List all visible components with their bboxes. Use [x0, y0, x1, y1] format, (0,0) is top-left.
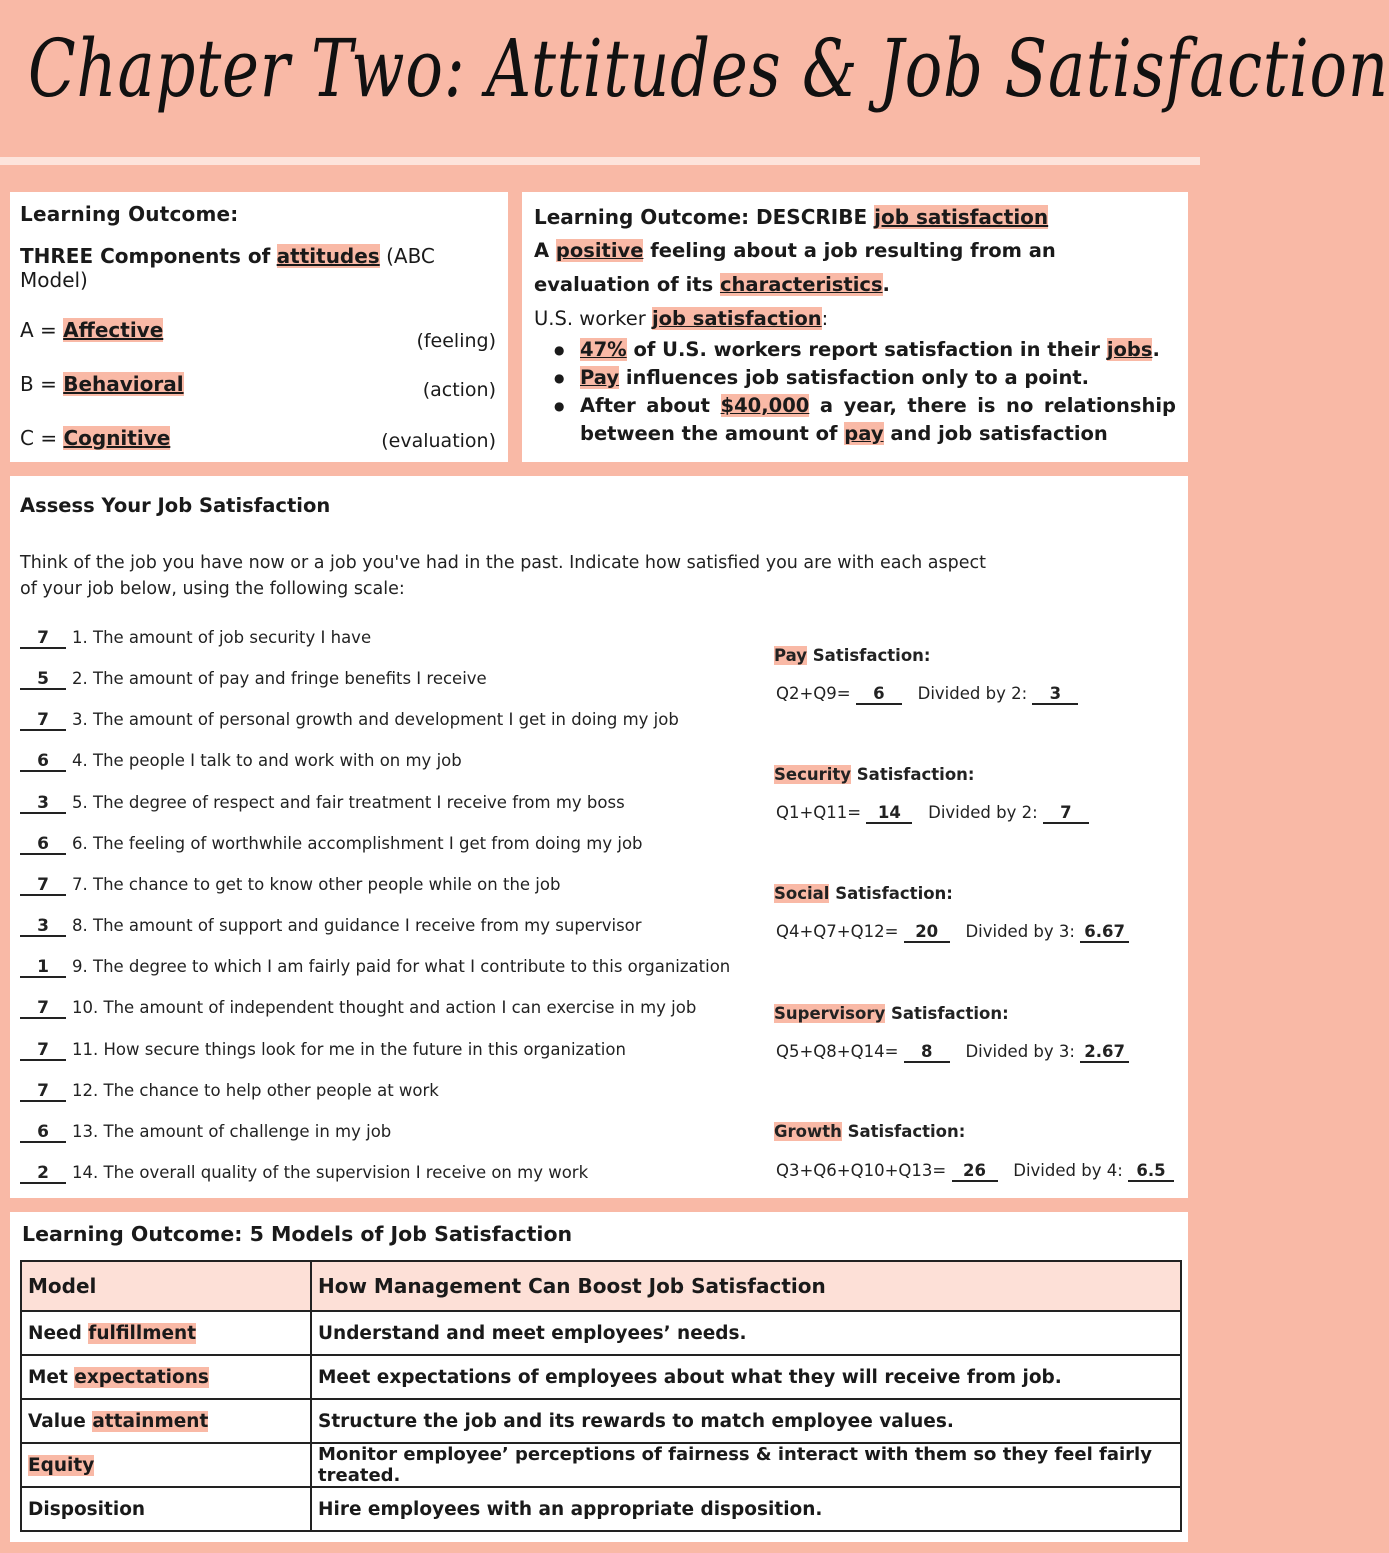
model-desc: Monitor employee’ perceptions of fairness & interact with them so they feel fairly treated. [311, 1443, 1181, 1487]
survey-item [20, 998, 696, 1019]
survey-item-text: 5. The degree of respect and fair treatment I receive from my boss [72, 793, 625, 812]
models-table [20, 1260, 1182, 1532]
security-score-heading [774, 765, 975, 784]
model-name: Value [28, 1410, 86, 1432]
score-result[interactable]: 6.67 [1080, 923, 1129, 943]
security-score-line [776, 803, 1089, 824]
growth-score-line [776, 1161, 1174, 1182]
social-score-line [776, 922, 1129, 943]
score-blank[interactable]: 3 [20, 917, 66, 937]
js-bullet-text: of U.S. workers report satisfaction in their [633, 338, 1101, 361]
survey-item-text: 3. The amount of personal growth and development I get in doing my job [72, 710, 679, 729]
assess-intro: Think of the job you have now or a job you've had in the past. Indicate how satisfied you are with each aspect of your job below, using the following scale: [20, 553, 986, 599]
abc-letter: B = [20, 372, 57, 396]
abc-row-c [20, 426, 170, 450]
survey-item [20, 628, 371, 649]
score-formula: Q4+Q7+Q12= [776, 922, 899, 941]
js-heading-pre: Learning Outcome: DESCRIBE [534, 205, 868, 229]
model-desc: Structure the job and its rewards to match employee values. [311, 1399, 1181, 1443]
assess-title: Assess Your Job Satisfaction [20, 494, 331, 517]
score-label: Satisfaction: [890, 1004, 1009, 1023]
score-formula: Q1+Q11= [776, 803, 862, 822]
score-divide: Divided by 3: [965, 1042, 1075, 1061]
survey-item-text: 8. The amount of support and guidance I receive from my supervisor [72, 916, 642, 935]
table-row [21, 1311, 1181, 1355]
abc-paren: (feeling) [416, 330, 496, 352]
js-bullet-text: . [1152, 338, 1160, 361]
score-formula: Q3+Q6+Q10+Q13= [776, 1161, 947, 1180]
score-blank[interactable]: 2 [20, 1164, 66, 1184]
table-header-model: Model [21, 1261, 311, 1311]
table-row [21, 1355, 1181, 1399]
js-bullet-hl: $40,000 [720, 394, 810, 417]
model-desc: Meet expectations of employees about what they will receive from job. [311, 1355, 1181, 1399]
score-blank[interactable]: 6 [20, 752, 66, 772]
score-divide: Divided by 2: [928, 803, 1038, 822]
score-name: Security [774, 765, 852, 784]
score-result[interactable]: 2.67 [1080, 1043, 1129, 1063]
score-result[interactable]: 6.5 [1128, 1162, 1174, 1182]
js-def-text: feeling about a job resulting from an evaluation of its [534, 239, 1056, 296]
abc-subheading-hl: attitudes [276, 244, 380, 268]
score-label: Satisfaction: [835, 884, 953, 903]
score-blank[interactable]: 1 [20, 958, 66, 978]
model-name: Disposition [28, 1498, 146, 1520]
js-bullet-hl: 47% [580, 338, 627, 361]
survey-item [20, 1163, 588, 1184]
table-row [21, 1399, 1181, 1443]
js-def-hl: characteristics [719, 273, 883, 296]
model-name-hl: fulfillment [88, 1322, 197, 1344]
table-row [21, 1443, 1181, 1487]
survey-item-text: 12. The chance to help other people at work [72, 1081, 439, 1100]
abc-term: Behavioral [63, 372, 184, 396]
models-title: Learning Outcome: 5 Models of Job Satisfaction [22, 1222, 573, 1246]
js-heading-hl: job satisfaction [874, 205, 1049, 229]
model-cell [21, 1311, 311, 1355]
score-sum[interactable]: 14 [866, 804, 912, 824]
abc-row-a [20, 318, 163, 342]
job-satisfaction-panel [522, 192, 1188, 462]
survey-item [20, 1081, 439, 1102]
js-bullet [554, 364, 1176, 392]
js-bullet-hl: pay [844, 422, 884, 445]
abc-paren: (action) [422, 379, 496, 401]
score-divide: Divided by 2: [917, 684, 1028, 703]
abc-paren: (evaluation) [381, 430, 496, 452]
js-bullet-text: influences job satisfaction only to a point. [625, 366, 1090, 389]
js-def-hl: positive [555, 239, 644, 262]
score-name: Growth [774, 1122, 842, 1141]
js-bullet [554, 392, 1176, 448]
growth-score-heading [774, 1122, 965, 1141]
survey-item-text: 2. The amount of pay and fringe benefits I receive [72, 669, 487, 688]
js-definition [534, 234, 1176, 302]
models-panel [10, 1212, 1188, 1542]
social-score-heading [774, 884, 953, 903]
score-name: Social [774, 884, 830, 903]
js-bullets [554, 336, 1176, 448]
model-name: Met [28, 1366, 68, 1388]
model-cell [21, 1443, 311, 1487]
abc-model-panel [10, 192, 508, 462]
score-divide: Divided by 3: [965, 922, 1075, 941]
survey-item [20, 916, 642, 937]
score-sum[interactable]: 6 [856, 685, 902, 705]
js-bullet [554, 336, 1176, 364]
survey-item [20, 751, 462, 772]
js-def-text: A [534, 239, 550, 262]
survey-item-text: 9. The degree to which I am fairly paid for what I contribute to this organization [72, 957, 731, 976]
survey-item-text: 11. How secure things look for me in the future in this organization [72, 1040, 626, 1059]
score-blank[interactable]: 7 [20, 1041, 66, 1061]
model-cell [21, 1355, 311, 1399]
js-us-hl: job satisfaction [651, 307, 822, 330]
model-name: Need [28, 1322, 82, 1344]
survey-item [20, 875, 560, 896]
abc-letter: C = [20, 426, 58, 450]
assess-panel [10, 476, 1188, 1198]
js-us-post: : [821, 307, 829, 330]
survey-item-text: 4. The people I talk to and work with on my job [72, 751, 462, 770]
survey-item-text: 10. The amount of independent thought and action I can exercise in my job [72, 998, 697, 1017]
score-blank[interactable]: 6 [20, 1123, 66, 1143]
supervisory-score-line [776, 1042, 1129, 1063]
page-title: Chapter Two: Attitudes & Job Satisfaction [28, 22, 1389, 115]
abc-term: Cognitive [63, 426, 171, 450]
score-blank[interactable]: 7 [20, 711, 66, 731]
abc-letter: A = [20, 318, 57, 342]
js-def-text: . [882, 273, 890, 296]
js-bullet-text: and job satisfaction [890, 422, 1108, 445]
js-bullet-hl: Pay [580, 366, 620, 389]
survey-item-text: 7. The chance to get to know other people while on the job [72, 875, 561, 894]
score-blank[interactable]: 3 [20, 794, 66, 814]
model-cell [21, 1399, 311, 1443]
score-divide: Divided by 4: [1013, 1161, 1123, 1180]
survey-item-text: 13. The amount of challenge in my job [72, 1122, 392, 1141]
table-header-row [21, 1261, 1181, 1311]
model-name-hl: Equity [28, 1454, 95, 1476]
score-blank[interactable]: 5 [20, 670, 66, 690]
survey-item [20, 710, 679, 731]
abc-subheading [20, 244, 508, 292]
js-us-pre: U.S. worker [534, 307, 646, 330]
survey-item-text: 14. The overall quality of the supervision I receive on my work [72, 1163, 589, 1182]
model-desc: Hire employees with an appropriate disposition. [311, 1487, 1181, 1531]
js-bullet-hl: jobs [1106, 338, 1153, 361]
js-heading [534, 200, 1176, 234]
model-name-hl: expectations [74, 1366, 209, 1388]
supervisory-score-heading [774, 1004, 1009, 1023]
abc-subheading-pre: THREE Components of [20, 244, 271, 268]
survey-item [20, 1122, 391, 1143]
score-blank[interactable]: 7 [20, 1082, 66, 1102]
model-name-hl: attainment [92, 1410, 209, 1432]
model-cell [21, 1487, 311, 1531]
survey-item [20, 1040, 626, 1061]
score-label: Satisfaction: [856, 765, 975, 784]
score-blank[interactable]: 7 [20, 629, 66, 649]
score-formula: Q2+Q9= [776, 684, 851, 703]
survey-item [20, 834, 643, 855]
pay-score-line [776, 684, 1078, 705]
score-blank[interactable]: 7 [20, 999, 66, 1019]
js-us-worker [534, 302, 1176, 336]
survey-item [20, 957, 730, 978]
survey-item-text: 6. The feeling of worthwhile accomplishment I get from doing my job [72, 834, 643, 853]
survey-item-text: 1. The amount of job security I have [72, 628, 372, 647]
score-result[interactable]: 3 [1032, 685, 1078, 705]
survey-item [20, 793, 625, 814]
score-blank[interactable]: 7 [20, 876, 66, 896]
score-label: Satisfaction: [847, 1122, 966, 1141]
pay-score-heading [774, 646, 931, 665]
score-sum[interactable]: 20 [904, 923, 950, 943]
js-bullet-text: After about [580, 394, 710, 417]
score-name: Supervisory [774, 1004, 886, 1023]
score-name: Pay [774, 646, 808, 665]
title-banner [0, 0, 1389, 165]
score-formula: Q5+Q8+Q14= [776, 1042, 899, 1061]
survey-item [20, 669, 487, 690]
abc-heading: Learning Outcome: [20, 202, 239, 226]
js-bullet-text: a year, there is no relationship between the amount of [580, 394, 1176, 445]
abc-row-b [20, 372, 184, 396]
model-desc: Understand and meet employees’ needs. [311, 1311, 1181, 1355]
score-sum[interactable]: 8 [904, 1043, 950, 1063]
abc-term: Affective [63, 318, 164, 342]
score-result[interactable]: 7 [1043, 804, 1089, 824]
score-label: Satisfaction: [812, 646, 931, 665]
abc-subheading-post: (ABC Model) [20, 244, 435, 292]
table-row [21, 1487, 1181, 1531]
score-blank[interactable]: 6 [20, 835, 66, 855]
score-sum[interactable]: 26 [952, 1162, 998, 1182]
table-header-boost: How Management Can Boost Job Satisfaction [311, 1261, 1181, 1311]
